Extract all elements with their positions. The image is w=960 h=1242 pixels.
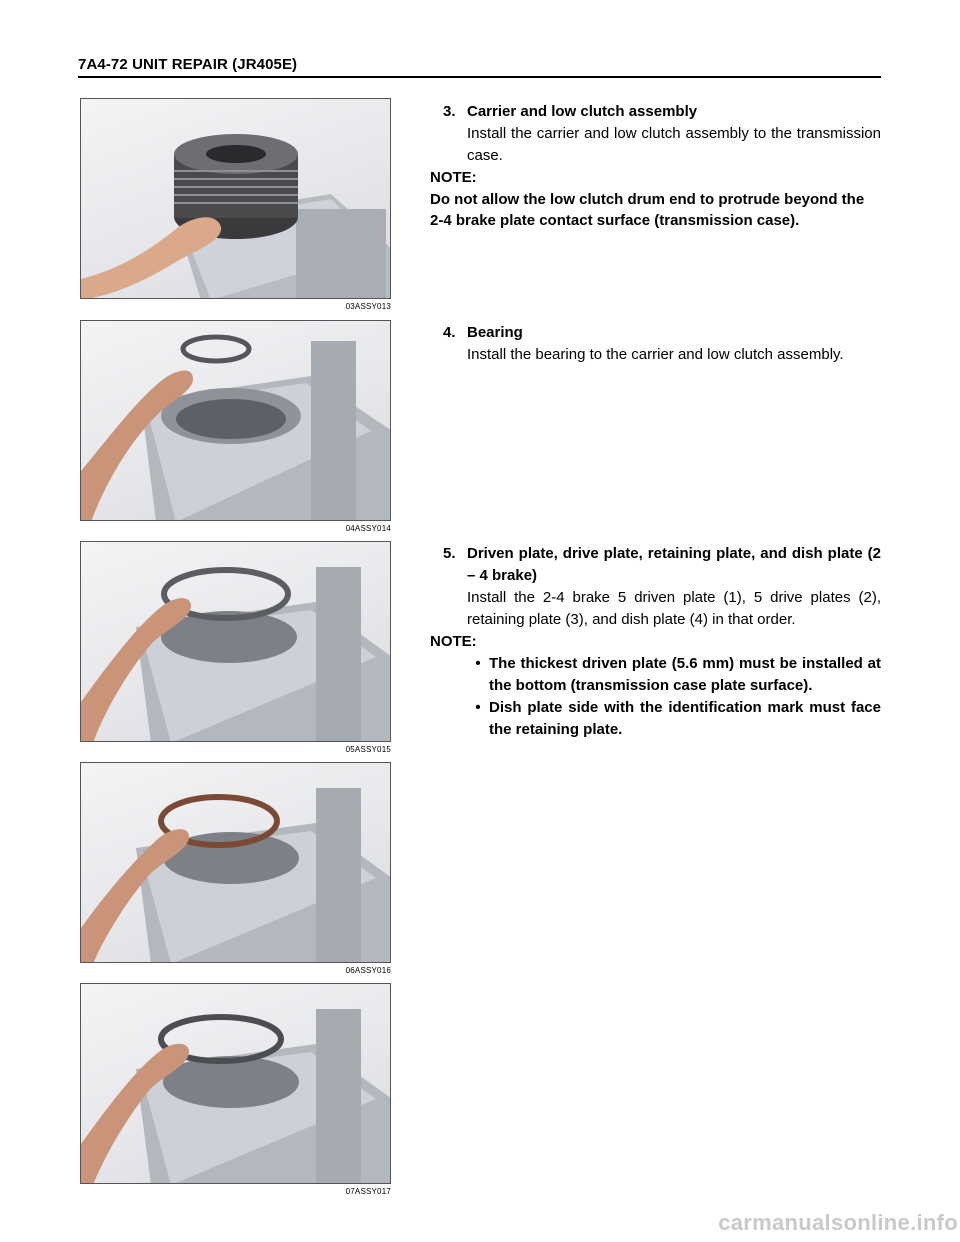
list-item — [467, 653, 881, 697]
step-heading — [443, 543, 881, 587]
step-5 — [430, 543, 881, 741]
step-number: 4. — [443, 324, 456, 341]
step-body: Install the carrier and low clutch assembly to the transmission case. — [467, 125, 881, 164]
list-item — [467, 697, 881, 741]
figure-1 — [80, 98, 391, 311]
step-number: 3. — [443, 103, 456, 120]
note-label: NOTE: — [430, 169, 477, 186]
figure-caption: 04ASSY014 — [345, 524, 391, 533]
step-title: Bearing — [467, 324, 523, 341]
step-body: Install the 2-4 brake 5 driven plate (1), 5 drive plates (2), retaining plate (3), and dish plate (4) in that order. — [467, 589, 881, 628]
photo-illustration — [81, 321, 391, 521]
figure-4 — [80, 762, 391, 975]
page-title: 7A4-72 UNIT REPAIR (JR405E) — [78, 56, 298, 73]
watermark: carmanualsonline.info — [718, 1210, 958, 1235]
photo-drive-plate — [80, 762, 391, 963]
step-title: Carrier and low clutch assembly — [467, 103, 698, 120]
figure-caption: 03ASSY013 — [345, 302, 391, 311]
photo-driven-plate — [80, 541, 391, 742]
step-heading — [443, 322, 881, 344]
photo-bearing — [80, 320, 391, 521]
bullet-text: Dish plate side with the identification mark must face the retaining plate. — [489, 699, 881, 738]
figure-caption: 05ASSY015 — [345, 745, 391, 754]
step-4 — [443, 322, 881, 366]
bullet-icon: • — [475, 655, 481, 672]
figure-2 — [80, 320, 391, 533]
photo-illustration — [81, 763, 391, 963]
figure-caption: 06ASSY016 — [345, 966, 391, 975]
bullet-text: The thickest driven plate (5.6 mm) must be installed at the bottom (transmission case plate surface). — [489, 655, 881, 694]
step-3 — [430, 101, 881, 231]
photo-dish-plate — [80, 983, 391, 1184]
step-number: 5. — [443, 545, 456, 562]
figure-3 — [80, 541, 391, 754]
photo-illustration — [81, 984, 391, 1184]
page-header — [78, 56, 881, 78]
photo-illustration — [81, 542, 391, 742]
step-heading — [443, 101, 881, 123]
photo-illustration — [81, 99, 391, 299]
figure-5 — [80, 983, 391, 1196]
bullet-icon: • — [475, 699, 481, 716]
figure-caption: 07ASSY017 — [345, 1187, 391, 1196]
photo-carrier-low-clutch — [80, 98, 391, 299]
step-title: Driven plate, drive plate, retaining plate, and dish plate (2 – 4 brake) — [467, 545, 881, 584]
note-text: Do not allow the low clutch drum end to protrude beyond the 2-4 brake plate contact surface (transmission case). — [430, 191, 865, 229]
note-label: NOTE: — [430, 633, 477, 650]
step-body: Install the bearing to the carrier and low clutch assembly. — [467, 346, 844, 363]
note-bullet-list — [443, 653, 881, 741]
